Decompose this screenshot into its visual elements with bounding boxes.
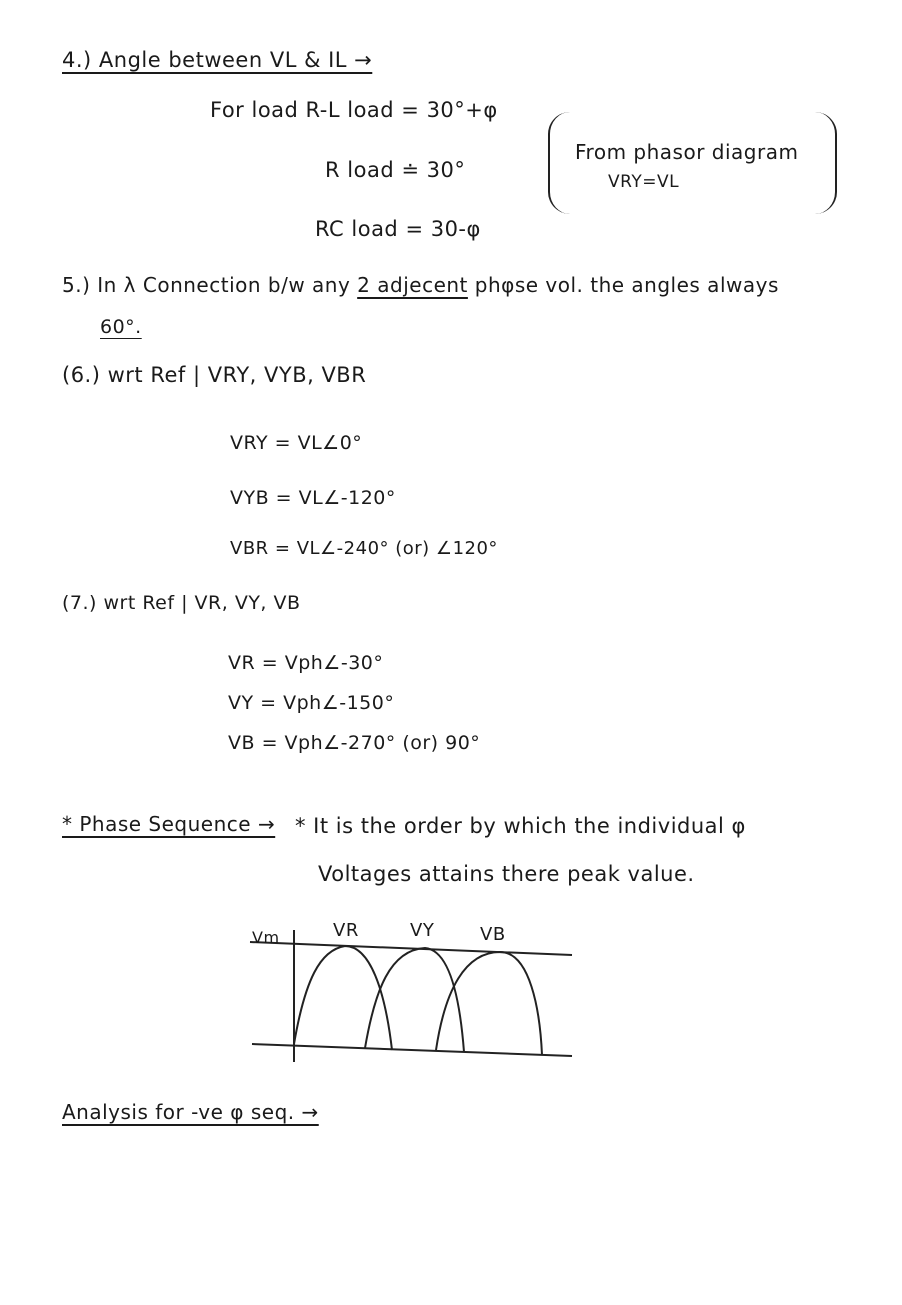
x-axis xyxy=(252,1044,572,1056)
phasor-note-line1: From phasor diagram xyxy=(575,140,799,164)
vr-label: VR xyxy=(333,920,359,941)
vm-line xyxy=(250,942,572,955)
vy-label: VY xyxy=(410,920,435,941)
section5-underlined: 2 adjecent xyxy=(357,273,468,297)
section5-suffix: phφse vol. the angles always xyxy=(474,273,779,297)
vy-wave xyxy=(365,948,464,1052)
section6-heading: (6.) wrt Ref | VRY, VYB, VBR xyxy=(62,363,367,387)
vb-equation: VB = Vph∠-270° (or) 90° xyxy=(228,732,481,754)
vr-equation: VR = Vph∠-30° xyxy=(228,652,384,674)
vb-wave xyxy=(436,952,542,1055)
section7-heading: (7.) wrt Ref | VR, VY, VB xyxy=(62,592,301,614)
section4-heading: 4.) Angle between VL & IL → xyxy=(62,48,373,72)
phase-sequence-line2: Voltages attains there peak value. xyxy=(318,862,695,886)
rl-load-angle: For load R-L load = 30°+φ xyxy=(210,98,498,122)
analysis-heading: Analysis for -ve φ seq. → xyxy=(62,1100,319,1124)
phase-sequence-heading: * Phase Sequence → xyxy=(62,812,276,836)
vb-label: VB xyxy=(480,924,506,945)
section5-line2: 60°. xyxy=(100,316,142,338)
vm-label: Vm xyxy=(252,928,280,947)
r-load-angle: R load ≐ 30° xyxy=(325,158,466,182)
vry-equation: VRY = VL∠0° xyxy=(230,432,363,454)
vyb-equation: VYB = VL∠-120° xyxy=(230,487,396,509)
phasor-note-line2: VRY=VL xyxy=(608,172,680,192)
phase-sequence-line1: * It is the order by which the individual φ xyxy=(295,814,746,838)
vy-equation: VY = Vph∠-150° xyxy=(228,692,395,714)
vbr-equation: VBR = VL∠-240° (or) ∠120° xyxy=(230,538,498,559)
section5-prefix: 5.) In λ Connection b/w any xyxy=(62,273,351,297)
rc-load-angle: RC load = 30-φ xyxy=(315,217,481,241)
